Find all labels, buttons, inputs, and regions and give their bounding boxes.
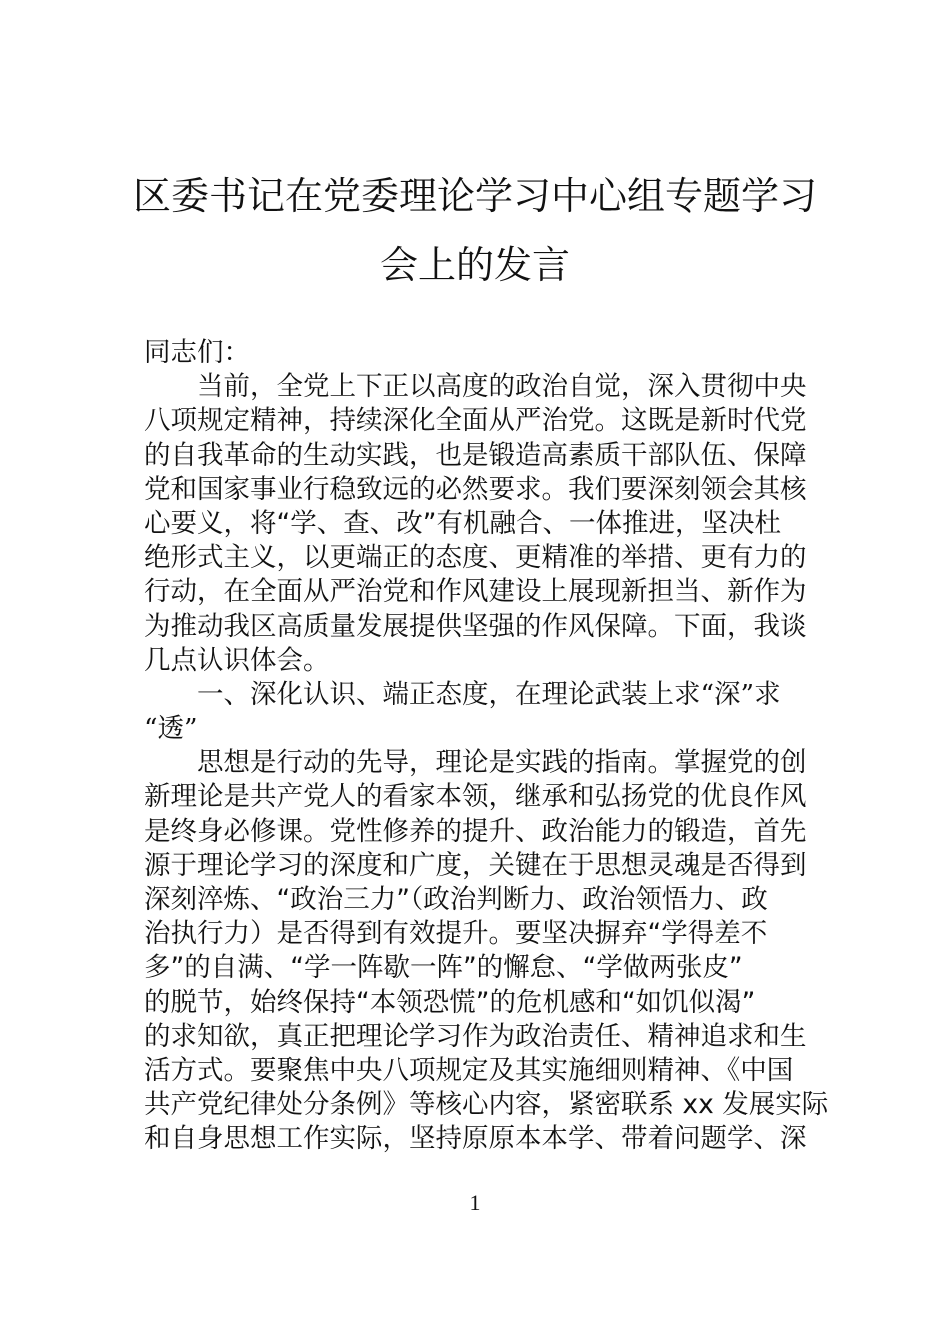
paragraph-line: 的自我革命的生动实践，也是锻造高素质干部队伍、保障 (144, 439, 807, 471)
paragraph-line: 当前，全党上下正以高度的政治自觉，深入贯彻中央 (197, 371, 807, 403)
paragraph-line: 的求知欲，真正把理论学习作为政治责任、精神追求和生 (144, 1020, 807, 1052)
document-body (144, 336, 829, 1157)
paragraph-line: 的脱节，始终保持“本领恐慌”的危机感和“如饥似渴” (144, 986, 756, 1018)
paragraph-line: 思想是行动的先导，理论是实践的指南。掌握党的创 (197, 747, 807, 779)
section-heading-line: 一、深化认识、端正态度，在理论武装上求“深”求 (197, 678, 781, 710)
paragraph-line: 活方式。要聚焦中央八项规定及其实施细则精神、《中国 (144, 1054, 794, 1086)
paragraph-line: 党和国家事业行稳致远的必然要求。我们要深刻领会其核 (144, 473, 807, 505)
paragraph-line: 共产党纪律处分条例》等核心内容，紧密联系 xx 发展实际 (144, 1089, 829, 1121)
paragraph-line: 深刻淬炼、“政治三力”（政治判断力、政治领悟力、政 (144, 884, 768, 915)
paragraph-2 (144, 746, 829, 1156)
paragraph-line: 多”的自满、“学一阵歇一阵”的懈怠、“学做两张皮” (144, 952, 743, 984)
document-title-line-1: 区委书记在党委理论学习中心组专题学习 (132, 174, 817, 218)
paragraph-line: 是终身必修课。党性修养的提升、政治能力的锻造，首先 (144, 815, 807, 847)
paragraph-line: 和自身思想工作实际，坚持原原本本学、带着问题学、深 (144, 1123, 807, 1155)
paragraph-line: 源于理论学习的深度和广度，关键在于思想灵魂是否得到 (144, 849, 807, 881)
paragraph-line: 心要义，将“学、查、改”有机融合、一体推进，坚决杜 (144, 507, 781, 539)
section-1-heading (144, 678, 806, 746)
page-number: 1 (469, 1190, 481, 1215)
paragraph-line: 为推动我区高质量发展提供坚强的作风保障。下面，我谈 (144, 610, 807, 642)
salutation: 同志们： (144, 337, 250, 368)
paragraph-line: 几点认识体会。 (144, 644, 330, 676)
paragraph-1 (144, 370, 806, 678)
paragraph-line: 行动，在全面从严治党和作风建设上展现新担当、新作为 (144, 576, 807, 608)
paragraph-line: 治执行力）是否得到有效提升。要坚决摒弃“学得差不 (144, 918, 768, 950)
section-heading-line: “透” (144, 713, 198, 745)
paragraph-line: 新理论是共产党人的看家本领，继承和弘扬党的优良作风 (144, 781, 807, 813)
document-title-line-2: 会上的发言 (379, 243, 570, 287)
paragraph-line: 绝形式主义，以更端正的态度、更精准的举措、更有力的 (144, 542, 807, 574)
paragraph-line: 八项规定精神，持续深化全面从严治党。这既是新时代党 (144, 405, 807, 437)
